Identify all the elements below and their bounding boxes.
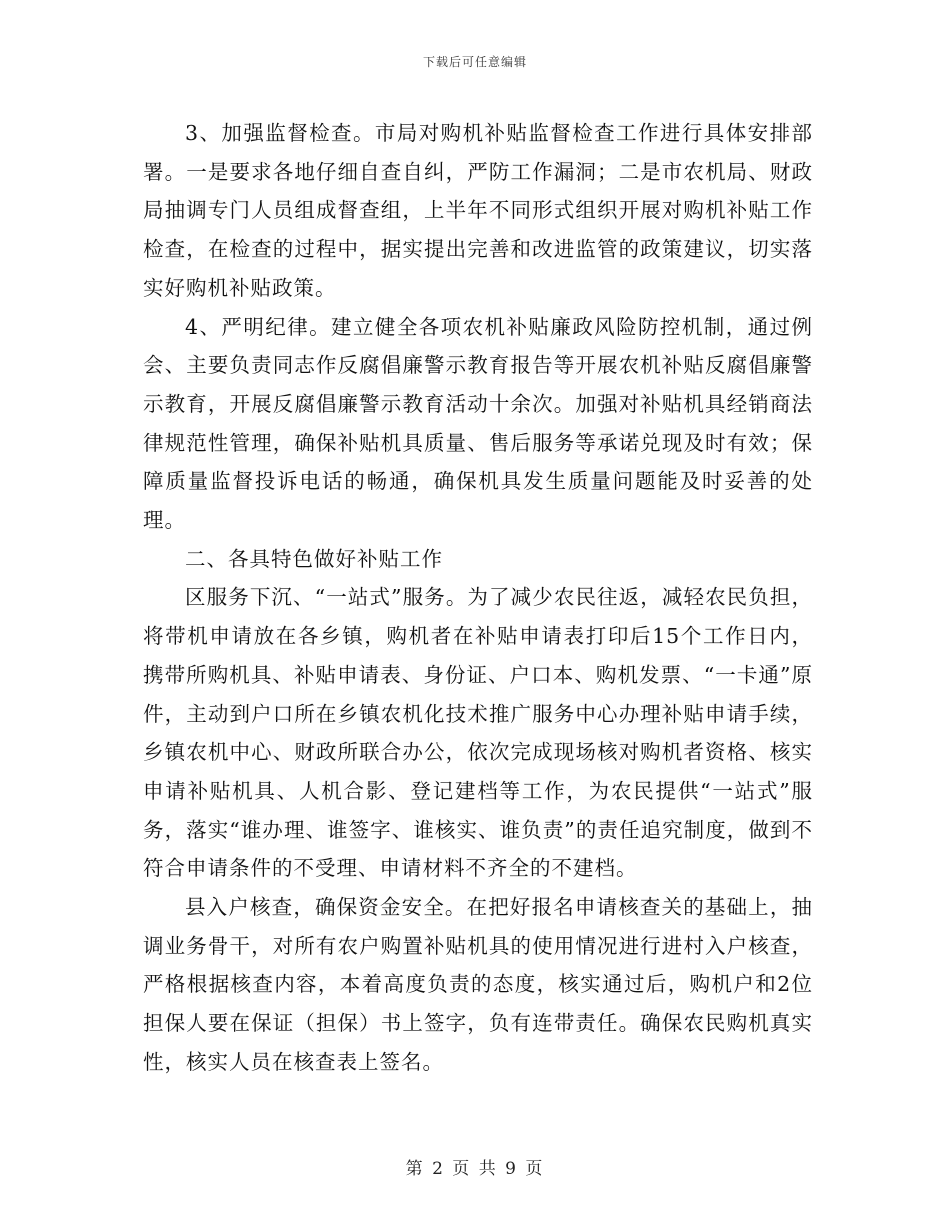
paragraph-household-check: 县入户核查，确保资金安全。在把好报名申请核查关的基础上，抽调业务骨干，对所有农户购置补贴机具的使用情况进行进村入户核查，严格根据核查内容，本着高度负责的态度，核实通过后，购机户和2位担保人要在保证（担保）书上签字，负有连带责任。确保农民购机真实性，核实人员在核查表上签名。 — [143, 895, 813, 1074]
page-header-note: 下载后可任意编辑 — [422, 55, 527, 69]
paragraph-supervision: 3、加强监督检查。市局对购机补贴监督检查工作进行具体安排部署。一是要求各地仔细自查自纠，严防工作漏洞；二是市农机局、财政局抽调专门人员组成督查组，上半年不同形式组织开展对购机补贴工作检查，在检查的过程中，据实提出完善和改进监管的政策建议，切实落实好购机补贴政策。 — [143, 121, 813, 300]
document-body — [143, 114, 813, 1082]
paragraph-one-stop-service: 区服务下沉、“一站式”服务。为了减少农民往返，减轻农民负担，将带机申请放在各乡镇，购机者在补贴申请表打印后15个工作日内，携带所购机具、补贴申请表、身份证、户口本、购机发票、“一卡通”原件，主动到户口所在乡镇农机化技术推广服务中心办理补贴申请手续，乡镇农机中心、财政所联合办公，依次完成现场核对购机者资格、核实申请补贴机具、人机合影、登记建档等工作，为农民提供“一站式”服务，落实“谁办理、谁签字、谁核实、谁负责”的责任追究制度，做到不符合申请条件的不受理、申请材料不齐全的不建档。 — [143, 585, 813, 881]
paragraph-discipline: 4、严明纪律。建立健全各项农机补贴廉政风险防控机制，通过例会、主要负责同志作反腐倡廉警示教育报告等开展农机补贴反腐倡廉警示教育，开展反腐倡廉警示教育活动十余次。加强对补贴机具经销商法律规范性管理，确保补贴机具质量、售后服务等承诺兑现及时有效；保障质量监督投诉电话的畅通，确保机具发生质量问题能及时妥善的处理。 — [143, 314, 813, 533]
section-heading: 二、各具特色做好补贴工作 — [185, 546, 444, 571]
page-number: 第 2 页 共 9 页 — [405, 1159, 545, 1179]
